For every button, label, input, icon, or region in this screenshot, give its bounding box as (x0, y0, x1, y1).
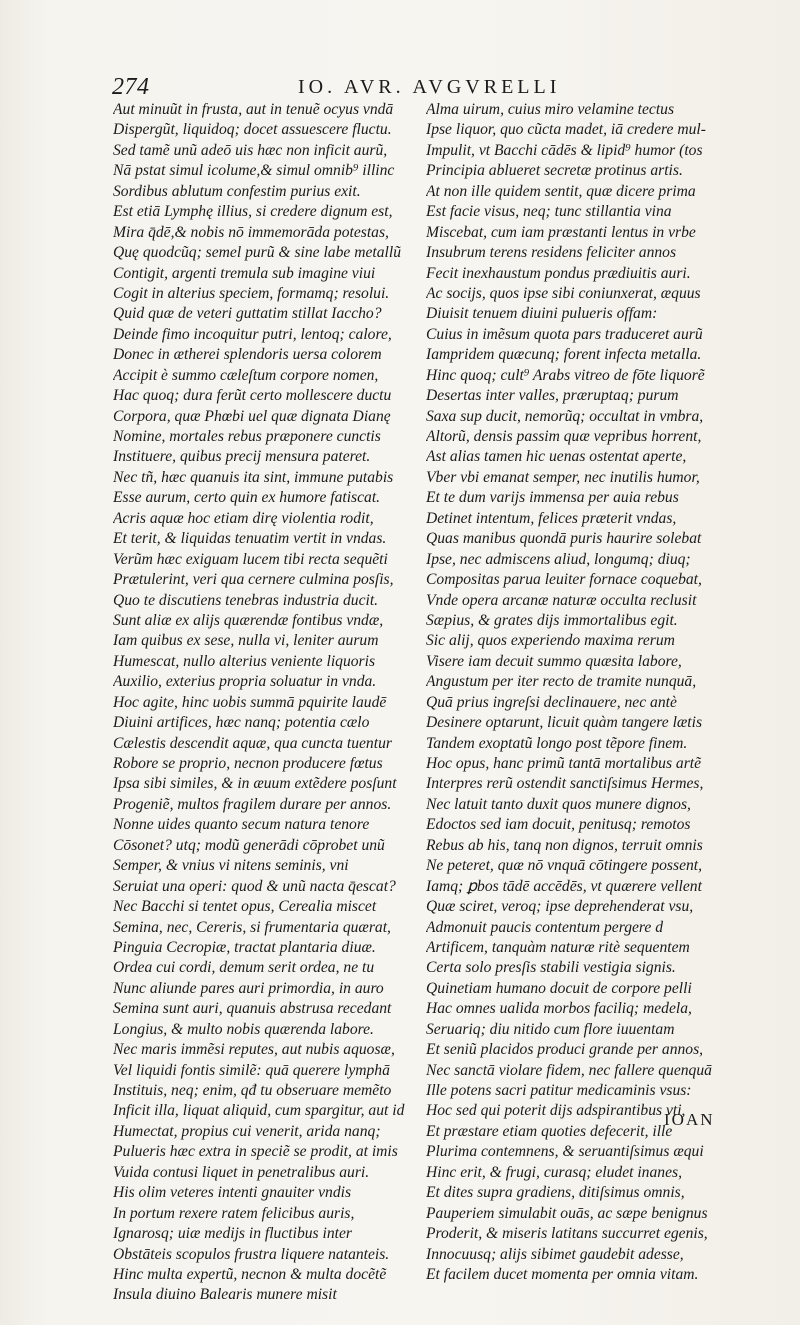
verse-line: Detinet intentum, felices præterit vndas, (426, 509, 677, 527)
verse-line: Nec Bacchi si tentet opus, Cerealia miscet (113, 898, 377, 916)
verse-line: Quæ sciret, veroq; ipse deprehenderat vsu, (426, 898, 694, 916)
verse-line: Hinc multa expertũ, necnon & multa docẽtẽ (113, 1265, 387, 1283)
verse-line: Donec in ætherei splendoris uersa colorem (113, 346, 382, 364)
verse-line: Cōsonet? utq; modũ generādi cōprobet unũ (113, 836, 385, 854)
verse-line: Sordibus ablutum confestim purius exit. (113, 182, 361, 200)
verse-line: Hoc agite, hinc uobis summā pquirite laudē (113, 693, 387, 711)
verse-line: Deinde fimo incoquitur putri, lentoq; calore, (113, 325, 392, 343)
verse-line: Vber vbi emanat semper, nec inutilis humor, (426, 468, 700, 486)
verse-line: Iamq; ꝑbos tādē accēdēs, vt quærere vellent (426, 877, 702, 895)
verse-line: Sed tamẽ unũ adeō uis hæc non inficit aurũ, (113, 141, 388, 159)
verse-line: Ille potens sacri patitur medicaminis vsus: (426, 1082, 692, 1099)
verse-line: Semper, & vnius vi nitens seminis, vni (113, 857, 349, 875)
verse-line: Semina sunt auri, quanuis abstrusa recedant (113, 1000, 392, 1018)
verse-line: Quā prius ingreſsi declinauere, nec antè (426, 693, 677, 711)
verse-line: Pauperiem simulabit ouās, ac sæpe benignus (426, 1204, 708, 1222)
verse-line: Nec latuit tanto duxit quos munere dignos, (426, 795, 691, 813)
verse-line: Quas manibus quondā puris haurire solebat (426, 530, 702, 548)
verse-line: Hinc erit, & frugi, curasq; eludet inanes, (426, 1163, 682, 1181)
verse-line: Et præstare etiam quoties defecerit, ille (426, 1122, 673, 1140)
verse-line: Aut minuũt in frusta, aut in tenuẽ ocyus vndā (113, 101, 394, 118)
verse-line: Admonuit paucis contentum pergere d (426, 918, 664, 936)
verse-line: Sunt aliæ ex alijs quærendæ fontibus vndæ, (113, 611, 384, 629)
verse-line: Inficit illa, liquat aliquid, cum spargitur, aut id (113, 1102, 405, 1120)
verse-line: Desinere optarunt, licuit quàm tangere lætis (426, 714, 703, 732)
verse-line: Auxilio, exterius propria soluatur in vnda. (113, 673, 377, 691)
verse-line: Compositas parua leuiter fornace coquebat, (426, 571, 702, 589)
verse-line: Quo te discutiens tenebras industria ducit. (113, 591, 379, 609)
verse-line: Cuius in imẽsum quota pars traduceret aurũ (426, 325, 703, 343)
verse-line: Nec sanctā violare fidem, nec fallere quenquā (426, 1061, 712, 1079)
verse-line: Ac socijs, quos ipse sibi coniunxerat, æquus (426, 284, 701, 302)
verse-line: Progeniẽ, multos fragilem durare per annos. (113, 795, 392, 813)
verse-line: Et te dum varijs immensa per auia rebus (426, 489, 679, 507)
page-number: 274 (112, 74, 150, 100)
verse-line: Instituis, neq; enim, qđ tu obseruare memẽto (113, 1082, 392, 1099)
verse-line: In portum rexere ratem felicibus auris, (113, 1204, 355, 1222)
verse-line: Diuisit tenuem diuini pulueris offam: (426, 305, 658, 323)
catchword: IOAN (664, 1110, 715, 1129)
verse-line: Ignarosq; uiæ medijs in fluctibus inter (113, 1225, 352, 1243)
verse-line: Desertas inter valles, præruptaq; purum (426, 387, 679, 405)
verse-line: Dispergũt, liquidoq; docet assuescere fluctu. (113, 121, 392, 139)
verse-line: Innocuusq; alijs sibimet gaudebit adesse, (426, 1245, 684, 1263)
verse-line: Semina, nec, Cereris, si frumentaria quærat, (113, 918, 391, 936)
verse-line: Et facilem ducet momenta per omnia vitam. (426, 1265, 699, 1283)
verse-line: Diuini artifices, hæc nanq; potentia cælo (113, 714, 370, 732)
verse-line: Contigit, argenti tremula sub imagine viui (113, 264, 376, 282)
verse-line: Quę quodcũq; semel purũ & sine labe metallũ (113, 244, 401, 262)
verse-line: Seruiat una operi: quod & unũ nacta q̄escat? (113, 877, 396, 895)
verse-line: Hinc quoq; cult⁹ Arabs vitreo de fōte liquorẽ (426, 366, 705, 384)
verse-line: Instituere, quibus precij mensura pateret. (113, 448, 371, 466)
verse-line: Verũm hæc exiguam lucem tibi recta sequẽti (113, 550, 388, 568)
verse-line: Ipse, nec admiscens aliud, longumq; diuq; (426, 550, 691, 568)
verse-line: Cogit in alterius speciem, formamq; resolui. (113, 284, 390, 302)
verse-line: Tandem exoptatũ longo post tẽpore finem. (426, 734, 688, 752)
verse-line: Quid quæ de veteri guttatim stillat Iaccho? (113, 305, 382, 323)
verse-line: Vel liquidi fontis similẽ: quā querere lymphā (113, 1061, 390, 1079)
verse-line: Interpres rerũ ostendit sanctiſsimus Hermes, (426, 775, 704, 793)
verse-line: Mira q̄dē,& nobis nō immemorāda potestas, (113, 223, 389, 241)
verse-line: Prætulerint, veri qua cernere culmina posſis, (113, 571, 394, 589)
verse-line: Plurima contemnens, & seruantiſsimus æqui (426, 1143, 704, 1161)
page-header (112, 74, 742, 100)
running-head: IO. AVR. AVGVRELLI (298, 76, 561, 98)
verse-line: Est facie visus, neq; tunc stillantia vina (426, 203, 672, 221)
verse-line: Quinetiam humano docuit de corpore pelli (426, 979, 692, 997)
verse-line: His olim veteres intenti gnauiter vndis (113, 1184, 352, 1202)
verse-line: Est etiā Lymphę illius, si credere dignum est, (113, 203, 393, 221)
verse-line: Nec tñ, hæc quanuis ita sint, immune putabis (113, 468, 394, 486)
verse-line: Ipsa sibi similes, & in æuum extẽdere posſunt (113, 775, 397, 793)
verse-line: Et seniũ placidos produci grande per annos, (426, 1041, 704, 1059)
verse-line: Esse aurum, certo quin ex humore fatiscat. (113, 489, 381, 507)
verse-line: Hac omnes ualida morbos faciliq; medela, (426, 1000, 692, 1018)
verse-line: Hac quoq; dura ferũt certo mollescere ductu (113, 387, 392, 405)
verse-line: Seruariq; diu nitido cum flore iuuentam (426, 1020, 675, 1038)
verse-line: Iam quibus ex sese, nulla vi, leniter aurum (113, 632, 379, 650)
verse-line: Altorũ, densis passim quæ vepribus horrent, (426, 428, 702, 445)
verse-line: Insula diuino Balearis munere misit (113, 1286, 337, 1304)
right-text-column (426, 100, 756, 1285)
verse-line: Insubrum terens residens feliciter annos (426, 244, 677, 262)
verse-line: Edoctos sed iam docuit, penitusq; remotos (426, 816, 691, 834)
verse-line: Et terit, & liquidas tenuatim vertit in vndas. (113, 530, 387, 548)
verse-line: Saxa sup ducit, nemorũq; occultat in vmbra, (426, 407, 704, 425)
verse-line: Nonne uides quanto secum natura tenore (113, 816, 370, 834)
verse-line: Rebus ab his, tanq non dignos, terruit omnis (426, 836, 703, 854)
verse-line: Vnde opera arcanæ naturæ occulta reclusit (426, 591, 697, 609)
verse-line: Ast alias tamen hic uenas ostentat aperte, (426, 448, 687, 466)
verse-line: Angustum per iter recto de tramite nunquā, (426, 673, 697, 691)
verse-line: Ne peteret, quæ nō vnquā cōtingere possent, (426, 857, 703, 875)
verse-line: Artificem, tanquàm naturæ ritè sequentem (426, 938, 690, 956)
verse-line: Iampridem quæcunq; forent infecta metalla. (426, 346, 702, 364)
verse-line: Fecit inexhaustum pondus prædiuitis auri. (426, 264, 691, 282)
verse-line: Et dites supra gradiens, ditiſsimus omnis, (426, 1184, 685, 1202)
verse-line: Pinguia Cecropiæ, tractat plantaria diuæ. (113, 938, 376, 956)
verse-line: Robore se proprio, necnon producere fœtus (113, 755, 383, 772)
verse-line: Acris aquæ hoc etiam dirę violentia rodit, (113, 509, 374, 527)
verse-line: Obstāteis scopulos frustra liquere natanteis. (113, 1245, 390, 1263)
verse-line: Miscebat, cum iam præstanti lentus in vrbe (426, 223, 696, 241)
verse-line: Hoc sed qui poterit dijs adspirantibus vti, (426, 1102, 686, 1120)
verse-line: At non ille quidem sentit, quæ dicere prima (426, 182, 696, 200)
verse-line: Alma uirum, cuius miro velamine tectus (426, 101, 675, 118)
verse-line: Cælestis descendit aquæ, qua cuncta tuentur (113, 734, 392, 752)
verse-line: Nunc aliunde pares auri primordia, in auro (113, 979, 384, 997)
verse-line: Ordea cui cordi, demum serit ordea, ne tu (113, 959, 375, 977)
verse-line: Humectat, propius cui venerit, arida nanq; (113, 1122, 381, 1140)
verse-line: Accipit è summo cæleſtum corpore nomen, (113, 366, 379, 384)
verse-line: Nomine, mortales rebus præponere cunctis (113, 428, 381, 445)
verse-line: Corpora, quæ Phœbi uel quæ dignata Dianę (113, 407, 391, 425)
verse-line: Nā pstat simul icolume,& simul omnib⁹ illinc (113, 162, 395, 180)
verse-line: Humescat, nullo alterius veniente liquoris (113, 652, 376, 670)
verse-line: Proderit, & miseris latitans succurret egenis, (426, 1225, 708, 1243)
verse-line: Sic alij, quos experiendo maxima rerum (426, 632, 675, 650)
verse-line: Vuida contusi liquet in penetralibus auri. (113, 1163, 370, 1181)
verse-line: Nec maris immẽsi reputes, aut nubis aquosæ, (113, 1041, 395, 1059)
verse-line: Ipse liquor, quo cũcta madet, iā credere mul- (426, 121, 706, 139)
verse-line: Sæpius, & grates dijs immortalibus egit. (426, 611, 678, 629)
verse-line: Certa solo presſis stabili vestigia signis. (426, 959, 676, 977)
verse-line: Visere iam decuit summo quæsita labore, (426, 652, 682, 670)
verse-line: Hoc opus, hanc primũ tantā mortalibus artẽ (426, 755, 702, 772)
verse-line: Longius, & multo nobis quærenda labore. (113, 1020, 374, 1038)
verse-line: Impulit, vt Bacchi cādēs & lipid⁹ humor (tos (426, 141, 703, 159)
verse-line: Pulueris hæc extra in speciẽ se prodit, at imis (113, 1143, 398, 1161)
left-text-column (113, 100, 418, 1306)
verse-line: Principia ablueret secretæ protinus artis. (426, 162, 683, 180)
